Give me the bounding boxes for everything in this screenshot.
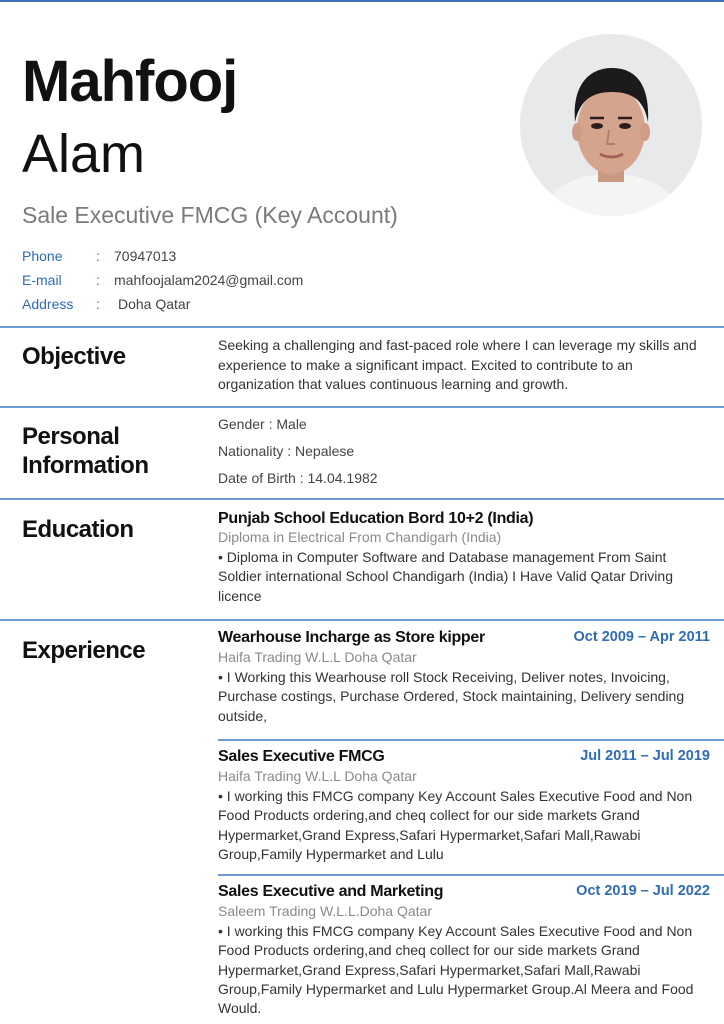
objective-text: Seeking a challenging and fast-paced role where I can leverage my skills and experience to make a significant impact. Excited to contribute to an organization that values continuous learning and growth.	[218, 337, 697, 392]
personal-heading-line1: Personal	[22, 423, 120, 450]
section-divider	[0, 406, 724, 408]
first-name: Mahfooj	[22, 49, 238, 114]
education-details: • Diploma in Computer Software and Database management From Saint Soldier international School Chandigarh (India) I Have Valid Qatar Driving licence	[218, 549, 673, 604]
job-divider	[218, 739, 724, 741]
section-divider	[0, 326, 724, 328]
job-dates: Jul 2011 – Jul 2019	[580, 748, 710, 764]
experience-heading: Experience	[22, 637, 146, 664]
job-description: • I working this FMCG company Key Account Sales Executive Food and Non Food Products ordering,and cheq collect for our side markets Grand Hypermarket,Grand Express,Safari Hypermarket,Safari Mall,Rawabi Group,Family Hypermarket and Lulu Hypermarket Group.Al Meera and Food Would.	[218, 923, 694, 1017]
job-dates: Oct 2019 – Jul 2022	[576, 883, 710, 899]
job-role: Sale Executive FMCG (Key Account)	[22, 202, 398, 228]
job-title: Sales Executive FMCG	[218, 748, 385, 765]
job-description: • I Working this Wearhouse roll Stock Receiving, Deliver notes, Invoicing, Purchase costings, Purchase Ordered, Stock maintaining, Delivery sending outside,	[218, 669, 685, 724]
personal-heading-line2: Information	[22, 452, 149, 479]
education-school: Punjab School Education Bord 10+2 (India)	[218, 510, 534, 527]
last-name: Alam	[22, 124, 146, 184]
job-company: Haifa Trading W.L.L Doha Qatar	[218, 768, 417, 784]
contact-label: Address	[22, 296, 74, 312]
contact-label: Phone	[22, 248, 63, 264]
job-company: Saleem Trading W.L.L.Doha Qatar	[218, 903, 432, 919]
contact-colon: :	[96, 272, 100, 288]
contact-label: E-mail	[22, 272, 62, 288]
portrait-image	[520, 34, 702, 216]
dob-text: Date of Birth : 14.04.1982	[218, 470, 378, 486]
job-dates: Oct 2009 – Apr 2011	[573, 629, 710, 645]
contact-colon: :	[96, 248, 100, 264]
section-divider	[0, 498, 724, 500]
contact-colon: :	[96, 296, 100, 312]
education-diploma: Diploma in Electrical From Chandigarh (India)	[218, 529, 502, 545]
section-divider	[0, 619, 724, 621]
profile-photo	[520, 34, 702, 216]
job-divider	[218, 874, 724, 876]
job-title: Wearhouse Incharge as Store kipper	[218, 629, 485, 646]
address-value: Doha Qatar	[118, 296, 191, 312]
job-company: Haifa Trading W.L.L Doha Qatar	[218, 649, 417, 665]
top-border	[0, 0, 724, 2]
job-description: • I working this FMCG company Key Account Sales Executive Food and Non Food Products ordering,and cheq collect for our side markets Grand Hypermarket,Grand Express,Safari Hypermarket,Safari Mall,Rawabi Group,Family Hypermarket and Lulu	[218, 788, 693, 862]
phone-value: 70947013	[114, 248, 177, 264]
education-heading: Education	[22, 516, 134, 543]
objective-heading: Objective	[22, 343, 126, 370]
job-title: Sales Executive and Marketing	[218, 883, 444, 900]
nationality-text: Nationality : Nepalese	[218, 443, 355, 459]
gender-text: Gender : Male	[218, 416, 307, 432]
email-value: mahfoojalam2024@gmail.com	[114, 272, 304, 288]
